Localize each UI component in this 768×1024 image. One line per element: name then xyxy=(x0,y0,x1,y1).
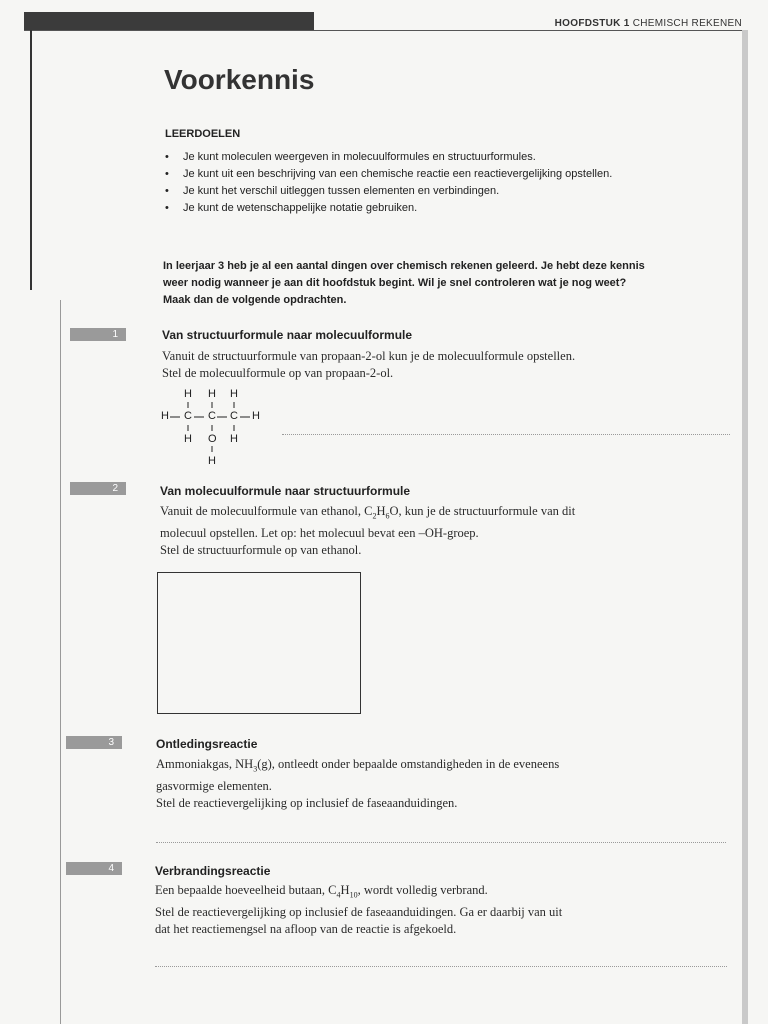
exercise-line: Stel de reactievergelijking op inclusief de faseaanduidingen. Ga er daarbij van uit xyxy=(155,904,563,919)
goal-item: • Je kunt uit een beschrijving van een chemische reactie een reactievergelijking opstellen. xyxy=(165,166,635,183)
header-bar xyxy=(24,12,314,30)
intro-text: In leerjaar 3 heb je al een aantal dingen over chemisch rekenen geleerd. Je hebt deze kennis weer nodig wanneer je aan dit hoofdstuk begint. Wil je snel controleren wat je nog weet? Maak dan de volgende opdrachten. xyxy=(163,260,645,306)
exercise-line: Stel de molecuulformule op van propaan-2-ol. xyxy=(162,366,394,380)
atom-h: H xyxy=(184,388,192,400)
goals-list xyxy=(165,149,635,217)
exercise-line: dat het reactiemengsel na afloop van de reactie is afgekoeld. xyxy=(155,921,457,936)
exercise-text xyxy=(155,882,655,938)
goal-item: • Je kunt het verschil uitleggen tussen elementen en verbindingen. xyxy=(165,183,635,200)
exercise-number-tab: 1 xyxy=(70,328,126,341)
exercise-text xyxy=(156,756,656,812)
propan-2-ol-structure xyxy=(160,388,280,472)
running-header xyxy=(555,18,742,29)
atom-h: H xyxy=(161,410,169,422)
atom-h: H xyxy=(230,388,238,400)
exercise-number-tab: 2 xyxy=(70,482,126,495)
answer-line[interactable] xyxy=(155,966,727,967)
exercise-title: Van structuurformule naar molecuulformule xyxy=(162,328,413,342)
atom-c: C xyxy=(208,410,216,422)
atom-h: H xyxy=(208,388,216,400)
structure-bonds xyxy=(160,388,280,472)
header-rule xyxy=(24,30,744,31)
exercise-title: Van molecuulformule naar structuurformule xyxy=(160,484,411,498)
answer-line[interactable] xyxy=(282,434,730,435)
page-edge-shadow xyxy=(742,30,748,1024)
goal-item: • Je kunt moleculen weergeven in molecuulformules en structuurformules. xyxy=(165,149,635,166)
answer-box[interactable] xyxy=(157,572,361,714)
exercise-line: gasvormige elementen. xyxy=(156,778,272,793)
atom-h: H xyxy=(184,433,192,445)
exercise-title: Ontledingsreactie xyxy=(156,737,258,751)
exercise-line: Vanuit de molecuulformule van ethanol, $C_2H_6O$, kun je de structuurformule van dit xyxy=(160,504,576,521)
goal-item: • Je kunt de wetenschappelijke notatie gebruiken. xyxy=(165,200,635,217)
atom-h: H xyxy=(252,410,260,422)
margin-line-lower xyxy=(60,300,61,1024)
exercise-text xyxy=(162,348,662,382)
exercise-line: Stel de structuurformule op van ethanol. xyxy=(160,542,362,557)
answer-line[interactable] xyxy=(156,842,726,843)
margin-line xyxy=(30,30,32,290)
exercise-title: Verbrandingsreactie xyxy=(155,864,271,878)
exercise-line: molecuul opstellen. Let op: het molecuul bevat een –OH-groep. xyxy=(160,525,479,540)
atom-c: C xyxy=(230,410,238,422)
exercise-number-tab: 3 xyxy=(66,736,122,749)
exercise-line: Een bepaalde hoeveelheid butaan, $C_4H_{10}$, wordt volledig verbrand. xyxy=(155,883,488,900)
atom-h: H xyxy=(208,455,216,467)
exercise-line: Stel de reactievergelijking op inclusief de faseaanduidingen. xyxy=(156,795,458,810)
exercise-text xyxy=(160,503,660,559)
exercise-line: Ammoniakgas, $NH_3(g)$, ontleedt onder bepaalde omstandigheden in de eveneens xyxy=(156,757,560,774)
goals-heading: LEERDOELEN xyxy=(165,128,241,140)
subject-label: CHEMISCH REKENEN xyxy=(632,18,742,29)
atom-h: H xyxy=(230,433,238,445)
page-title: Voorkennis xyxy=(164,64,315,95)
exercise-number-tab: 4 xyxy=(66,862,122,875)
exercise-line: Vanuit de structuurformule van propaan-2-ol kun je de molecuulformule opstellen. xyxy=(162,349,576,363)
chapter-label: HOOFDSTUK 1 xyxy=(554,18,630,29)
atom-o: O xyxy=(208,433,217,445)
atom-c: C xyxy=(184,410,192,422)
